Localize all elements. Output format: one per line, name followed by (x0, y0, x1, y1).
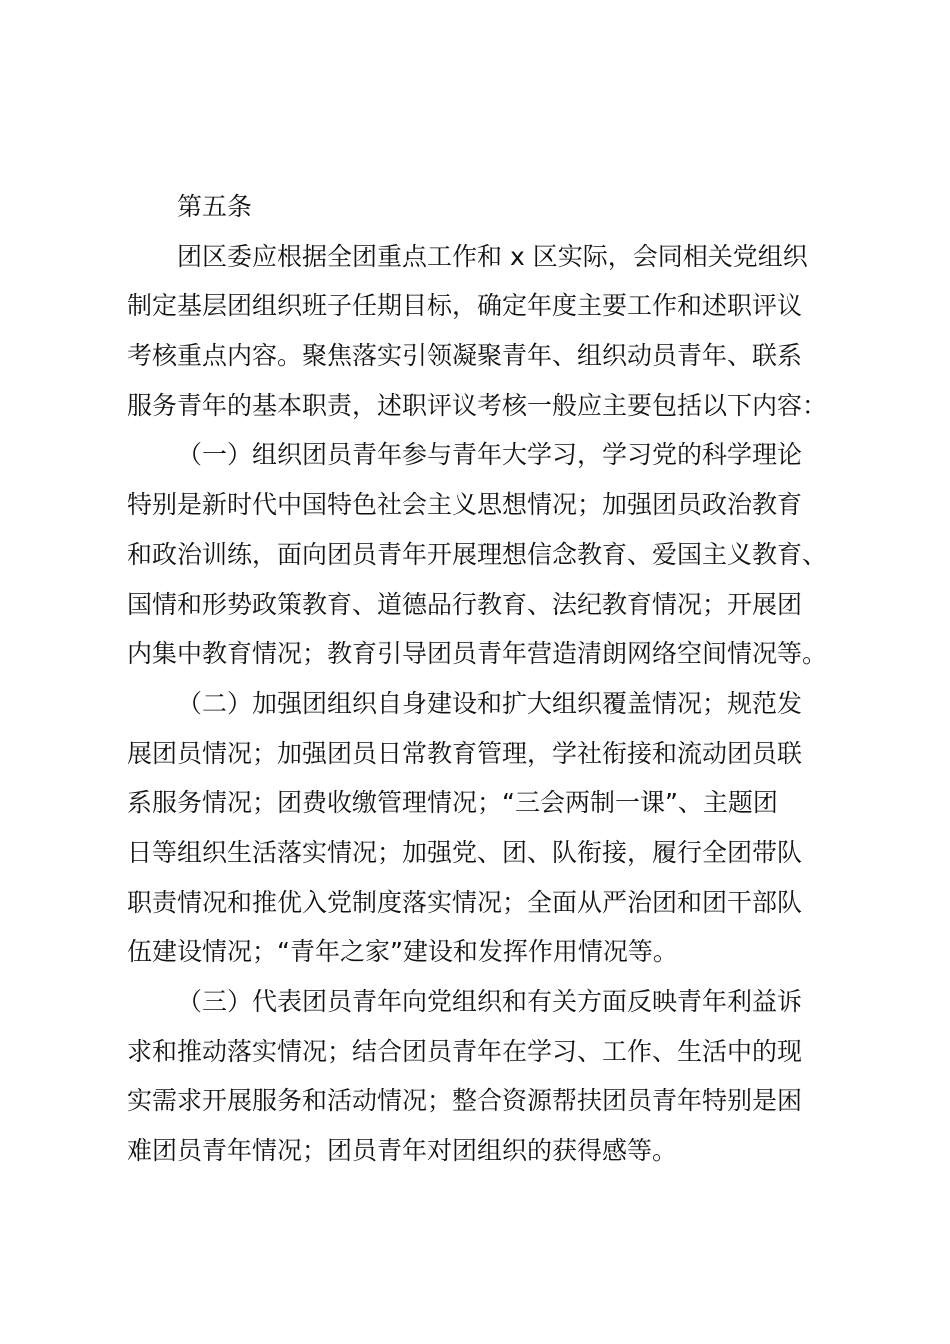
paragraph-item-1 (127, 430, 847, 678)
paragraph-item-3 (127, 977, 847, 1176)
article-heading: 第五条 (177, 192, 253, 221)
paragraph-line: 实需求开展服务和活动情况；整合资源帮扶团员青年特别是困 (127, 1086, 803, 1116)
paragraph-line: 职责情况和推优入党制度落实情况；全面从严治团和团干部队 (127, 887, 803, 917)
paragraph-line: 难团员青年情况；团员青年对团组织的获得感等。 (127, 1136, 678, 1166)
paragraph-line: 伍建设情况；“青年之家”建设和发挥作用情况等。 (127, 937, 678, 967)
paragraph-line: 系服务情况；团费收缴管理情况；“三会两制一课”、主题团 (127, 788, 778, 818)
paragraph-line: （一）组织团员青年参与青年大学习，学习党的科学理论 (177, 440, 803, 470)
paragraph-intro (127, 232, 847, 431)
paragraph-line: 国情和形势政策教育、道德品行教育、法纪教育情况；开展团 (127, 589, 803, 619)
paragraph-line: 考核重点内容。聚焦落实引领凝聚青年、组织动员青年、联系 (127, 341, 803, 371)
document-body (127, 182, 847, 1176)
paragraph-item-2 (127, 679, 847, 977)
paragraph-line: 制定基层团组织班子任期目标，确定年度主要工作和述职评议 (127, 291, 803, 321)
paragraph-line: （三）代表团员青年向党组织和有关方面反映青年利益诉 (177, 987, 803, 1016)
paragraph-line: 和政治训练，面向团员青年开展理想信念教育、爱国主义教育、 (127, 539, 828, 569)
paragraph-line: （二）加强团组织自身建设和扩大组织覆盖情况；规范发 (177, 688, 803, 718)
paragraph-line: 展团员情况；加强团员日常教育管理，学社衔接和流动团员联 (127, 738, 803, 768)
paragraph-line: 日等组织生活落实情况；加强党、团、队衔接，履行全团带队 (127, 837, 803, 867)
paragraph-line: 内集中教育情况；教育引导团员青年营造清朗网络空间情况等。 (127, 639, 828, 669)
paragraph-line: 团区委应根据全团重点工作和 x 区实际，会同相关党组织 (177, 241, 808, 271)
paragraph-line: 求和推动落实情况；结合团员青年在学习、工作、生活中的现 (127, 1036, 803, 1066)
paragraph-line: 特别是新时代中国特色社会主义思想情况；加强团员政治教育 (127, 490, 803, 520)
paragraph-line: 服务青年的基本职责，述职评议考核一般应主要包括以下内容： (127, 390, 828, 420)
